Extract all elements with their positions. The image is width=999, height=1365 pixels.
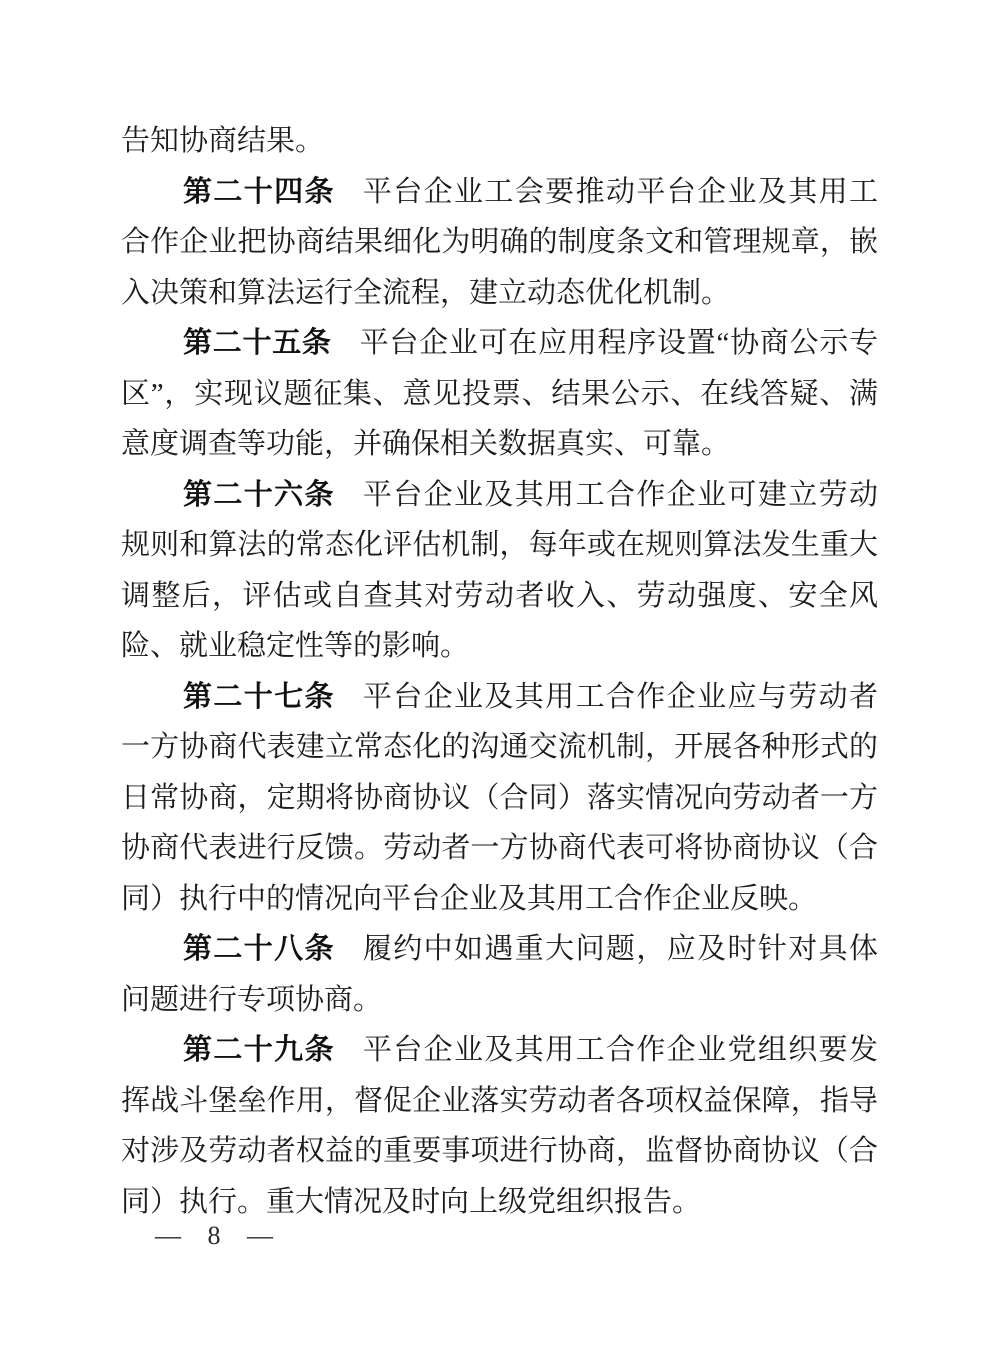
article-number: 第二十四条	[183, 175, 335, 208]
article-number: 第二十五条	[183, 327, 332, 359]
page-number: — 8 —	[155, 1221, 275, 1250]
paragraph-article-28	[121, 924, 878, 1025]
article-body: 平台企业工会要推动平台企业及其用工合作企业把协商结果细化为明确的制度条文和管理规章，嵌入决策和算法运行全流程，建立动态优化机制。	[121, 175, 878, 309]
paragraph-article-27	[121, 672, 878, 925]
article-number: 第二十六条	[183, 478, 335, 511]
paragraph-continuation	[121, 116, 878, 167]
paragraph-article-29	[121, 1025, 878, 1227]
article-body: 平台企业及其用工合作企业党组织要发挥战斗堡垒作用，督促企业落实劳动者各项权益保障，指导对涉及劳动者权益的重要事项进行协商，监督协商协议（合同）执行。重大情况及时向上级党组织报告。	[121, 1034, 878, 1218]
paragraph-text: 告知协商结果。	[121, 125, 325, 157]
article-body: 平台企业及其用工合作企业可建立劳动规则和算法的常态化评估机制，每年或在规则算法发生重大调整后，评估或自查其对劳动者收入、劳动强度、安全风险、就业稳定性等的影响。	[121, 478, 878, 662]
article-number: 第二十八条	[183, 933, 335, 965]
text-block	[121, 116, 878, 1227]
paragraph-article-24	[121, 167, 878, 319]
paragraph-article-26	[121, 470, 878, 672]
article-number: 第二十九条	[183, 1034, 335, 1066]
article-body: 平台企业及其用工合作企业应与劳动者一方协商代表建立常态化的沟通交流机制，开展各种形式的日常协商，定期将协商协议（合同）落实情况向劳动者一方协商代表进行反馈。劳动者一方协商代表可将协商协议（合同）执行中的情况向平台企业及其用工合作企业反映。	[121, 680, 878, 915]
article-number: 第二十七条	[183, 680, 335, 713]
article-body: 平台企业可在应用程序设置“协商公示专区”，实现议题征集、意见投票、结果公示、在线答疑、满意度调查等功能，并确保相关数据真实、可靠。	[121, 327, 878, 460]
paragraph-article-25	[121, 318, 878, 470]
article-body: 履约中如遇重大问题，应及时针对具体问题进行专项协商。	[121, 933, 878, 1016]
